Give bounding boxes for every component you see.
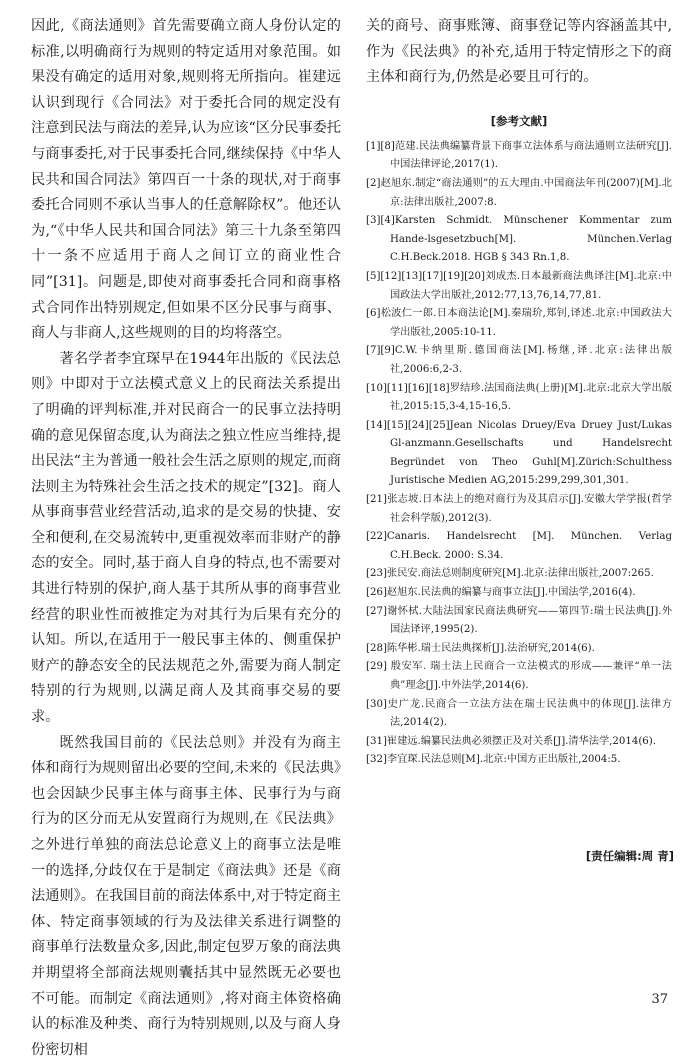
reference-item: [6]松波仁一郎.日本商法论[M].秦瑞玠,郑钊,译述.北京:中国政法大学出版社,2005:10-11. [366,308,672,338]
reference-item: [1][8]范建.民法典编纂背景下商事立法体系与商法通则立法研究[J].中国法律评论,2017(1). [366,140,672,171]
reference-item: [10][11][16][18]罗结珍.法国商法典(上册)[M].北京:北京大学出版社,2015:15,3-4,15-16,5. [366,382,672,413]
page-number: 37 [651,992,668,1007]
left-column [31,14,341,1063]
reference-item: [31]崔建远.编纂民法典必须摆正及对关系[J].清华法学,2014(6). [366,735,657,747]
reference-item: [23]张民安.商法总则制度研究[M].北京:法律出版社,2007:265. [366,568,654,580]
body-paragraph-continuation: 关的商号、商事账簿、商事登记等内容涵盖其中,作为《民法典》的补充,适用于特定情形之下的商主体和商行为,仍然是必要且可行的。 [366,18,672,86]
body-paragraph: 著名学者李宜琛早在1944年出版的《民法总则》中即对于立法模式意义上的民商法关系提出了明确的评判标准,并对民商合一的民事立法持明确的意见保留态度,认为商法之独立性应当维持,提出民法“主为普通一般社会生活之原则的规定,而商法则主为特殊社会生活之技术的规定”[32]。商人从事商事营业经营活动,追求的是交易的快捷、安全和便利,在交易流转中,更重视效率而非财产的静态的安全。同时,基于商人自身的特点,也不需要对其进行特别的保护,商人基于其所从事的商事营业经营的职业性而被推定为对其行为后果有充分的认知。所以,在适用于一般民事主体的、侧重保护财产的静态安全的民法规范之外,需要为商人制定特别的行为规则,以满足商人及其商事交易的要求。 [31,350,341,726]
reference-item: [30]史广龙.民商合一立法方法在瑞士民法典中的体现[J].法律方法,2014(2). [366,698,672,729]
right-column [366,14,672,770]
references-title: [参考文献] [490,113,548,128]
reference-item: [28]陈华彬.瑞士民法典探析[J].法治研究,2014(6). [366,642,595,654]
reference-item: [5][12][13][17][19][20]刘成杰.日本最新商法典译注[M].北京:中国政法大学出版社,2012:77,13,76,14,77,81. [366,270,672,301]
reference-item: [29] 殷安军. 瑞士法上民商合一立法模式的形成——兼评“单一法典”理念[J].中外法学,2014(6). [366,661,672,691]
reference-list [366,138,672,770]
reference-item: [26]赵旭东.民法典的编纂与商事立法[J].中国法学,2016(4). [366,587,636,599]
reference-item: [14][15][24][25]Jean Nicolas Druey/Eva Druey Just/Lukas Gl-anzmann.Gesellschafts und Handelsrecht Begründet von Theo Guhl[M].Zürich:Schulthess Juristische Medien AG,2015:299,299,301,301. [366,419,672,487]
reference-item: [3][4]Karsten Schmidt. Münschener Kommentar zum Hande-lsgesetzbuch[M]. München.Verlag C.H.Beck.2018. HGB § 343 Rn.1,8. [366,215,672,264]
reference-item: [2]赵旭东.制定“商法通则”的五大理由.中国商法年刊(2007)[M].北京:法律出版社,2007:8. [366,177,672,208]
reference-item: [7][9]C.W.卡纳里斯.德国商法[M].杨继,译.北京:法律出版社,2006:6,2-3. [366,345,672,375]
reference-item: [21]张志坡.日本法上的绝对商行为及其启示[J].安徽大学学报(哲学社会科学版),2012(3). [366,494,672,524]
body-paragraph: 因此,《商法通则》首先需要确立商人身份认定的标准,以明确商行为规则的特定适用对象范围。如果没有确定的适用对象,规则将无所指向。崔建远认识到现行《合同法》对于委托合同的规定没有注意到民法与商法的差异,认为应该“区分民事委托与商事委托,对于民事委托合同,继续保持《中华人民共和国合同法》第四百一十条的现状,对于商事委托合同则不承认当事人的任意解除权”。他还认为,“《中华人民共和国合同法》第三十九条至第四十一条不应适用于商人之间订立的商业性合同”[31]。问题是,即使对商事委托合同和商事格式合同作出特别规定,但如果不区分民事与商事、商人与非商人,这些规则的目的均将落空。 [31,18,341,342]
responsible-editor: [责任编辑:周 青] [585,849,674,863]
body-paragraph: 既然我国目前的《民法总则》并没有为商主体和商行为规则留出必要的空间,未来的《民法典》也会因缺少民事主体与商事主体、民事行为与商行为的区分而无从安置商行为规则,在《民法典》之外进行单独的商法总论意义上的商事立法是唯一的选择,分歧仅在于是制定《商法典》还是《商法通则》。在我国目前的商法体系中,对于特定商主体、特定商事领域的行为及法律关系进行调整的商事单行法数量众多,因此,制定包罗万象的商法典并期望将全部商法规则囊括其中显然既无必要也不可能。而制定《商法通则》,将对商主体资格确认的标准及种类、商行为特别规则,以及与商人身份密切相 [31,734,341,1058]
reference-item: [27]谢怀栻.大陆法国家民商法典研究——第四节:瑞士民法典[J].外国法译评,1995(2). [366,605,672,636]
reference-item: [22]Canaris. Handelsrecht [M]. München. Verlag C.H.Beck. 2000: S.34. [366,531,672,561]
reference-item: [32]李宜琛.民法总则[M].北京:中国方正出版社,2004:5. [366,754,621,766]
